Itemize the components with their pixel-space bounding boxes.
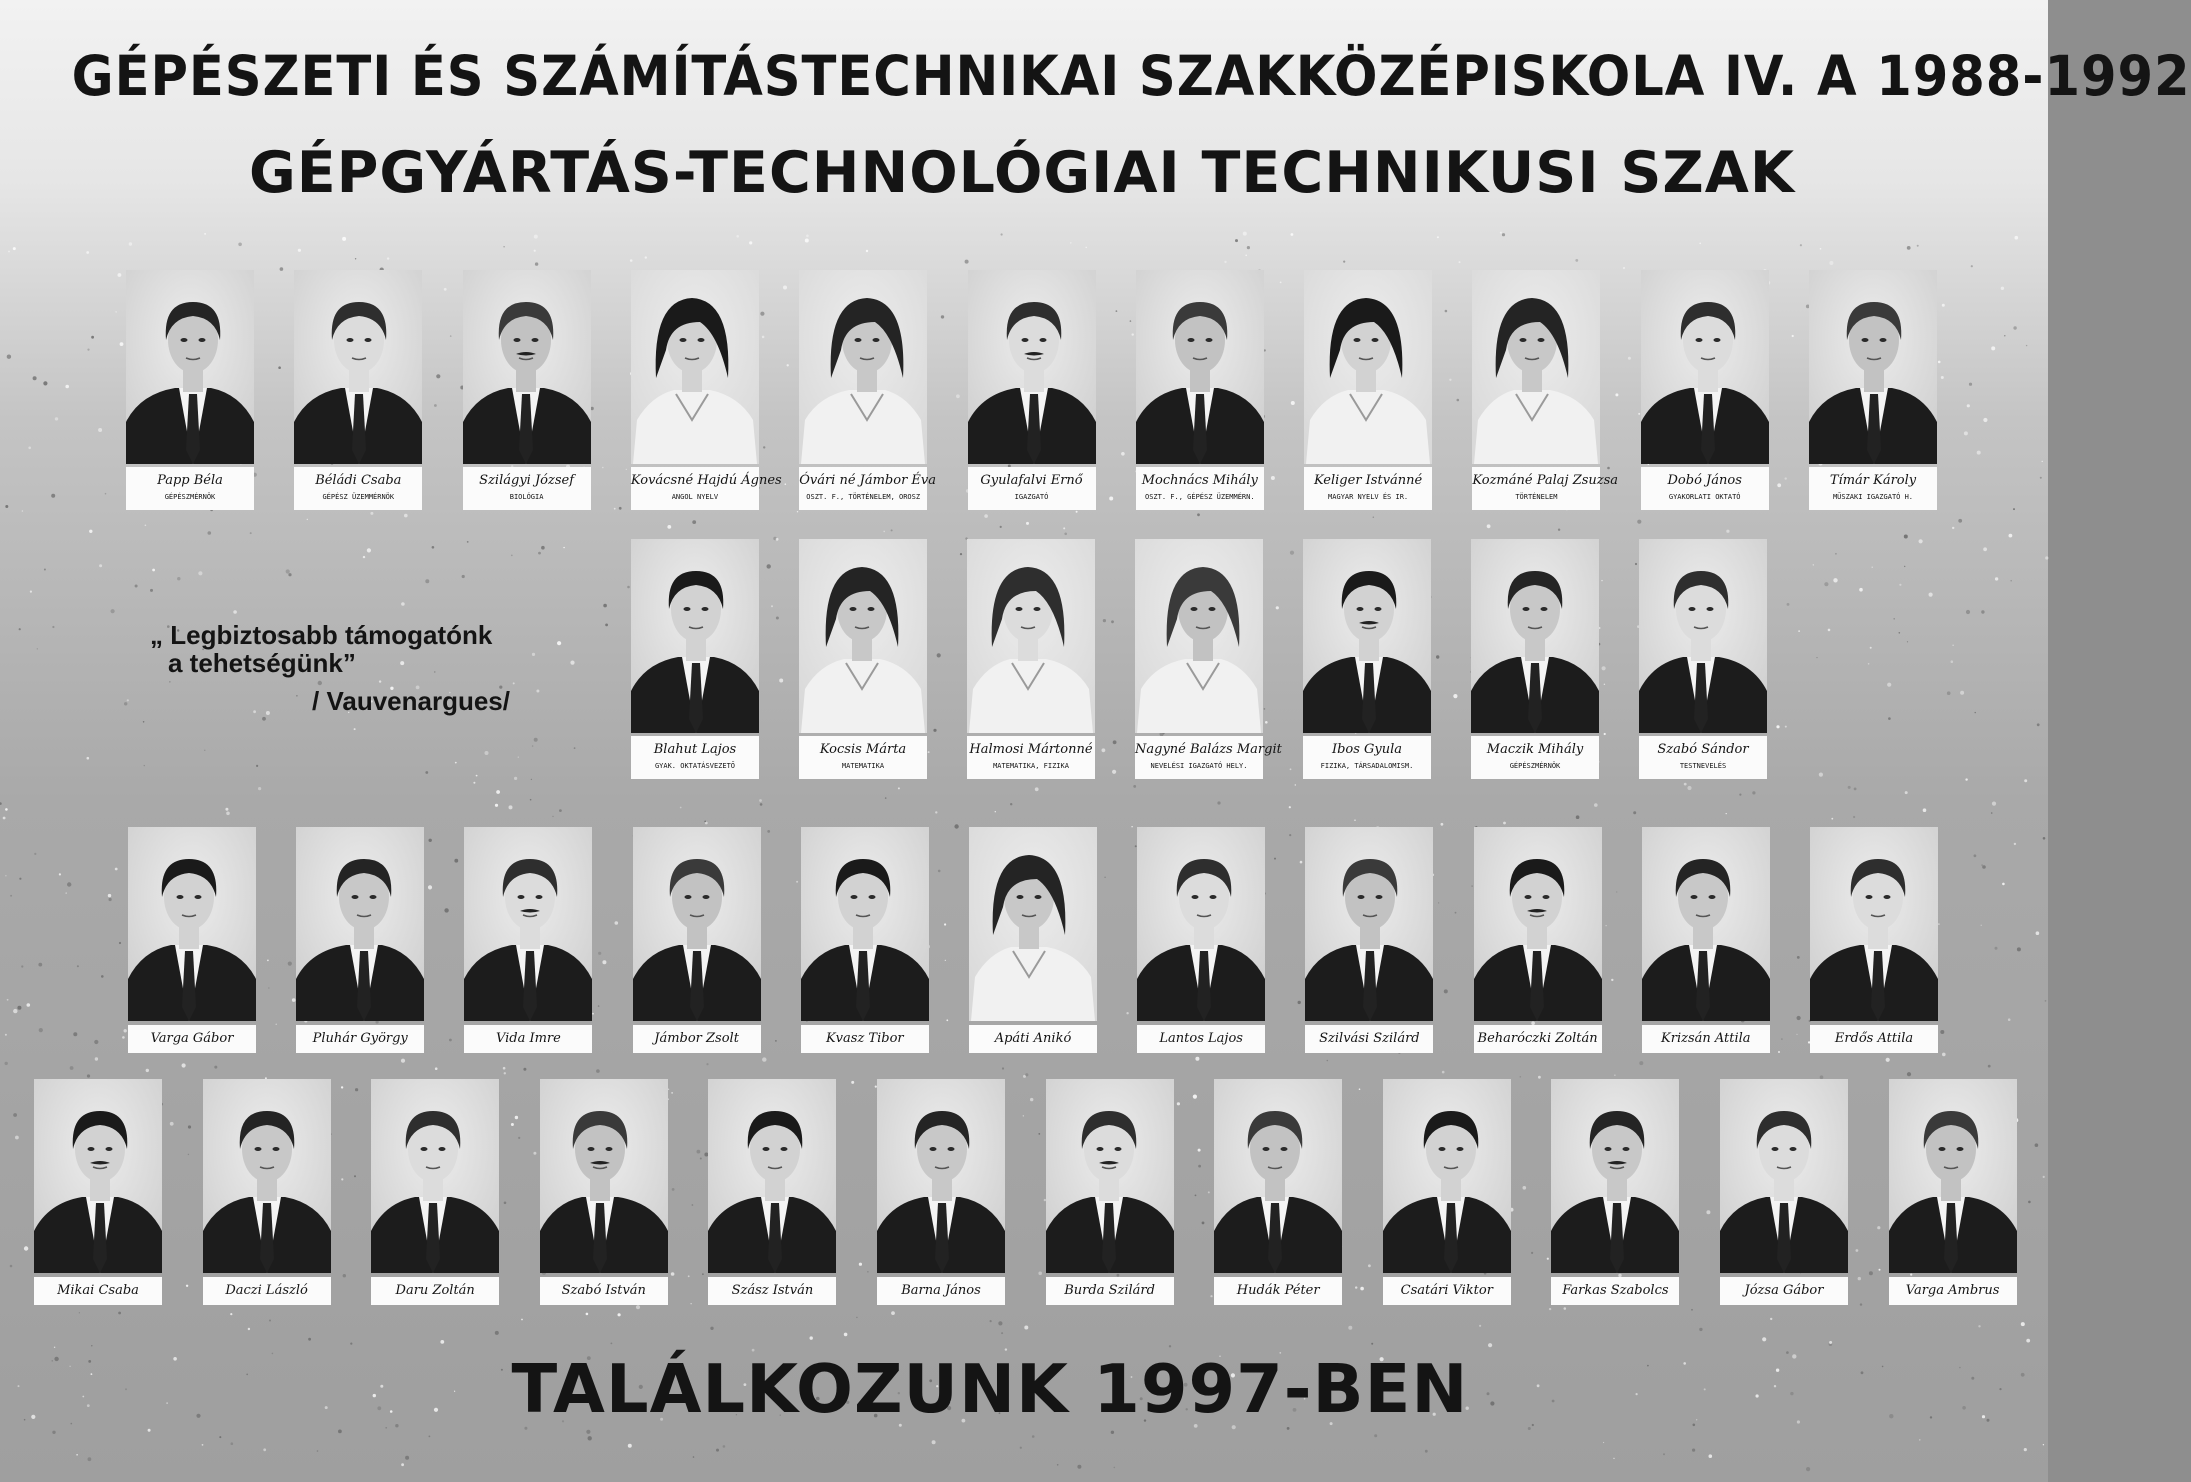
teacher-portrait bbox=[968, 270, 1096, 464]
name-label bbox=[708, 1277, 836, 1305]
teacher-portrait bbox=[631, 270, 759, 464]
name-label bbox=[1551, 1277, 1679, 1305]
school-title: GÉPÉSZETI ÉS SZÁMÍTÁSTECHNIKAI SZAKKÖZÉPISKOLA IV. A 1988-1992 bbox=[71, 44, 2191, 108]
person-subject: MŰSZAKI IGAZGATÓ H. bbox=[1832, 493, 1914, 501]
name-label bbox=[464, 1025, 592, 1053]
person-subject: NEVELÉSI IGAZGATÓ HELY. bbox=[1150, 762, 1248, 770]
person-name: Varga Ambrus bbox=[1905, 1283, 2000, 1298]
person-name: Óvári né Jámbor Éva bbox=[799, 473, 937, 488]
name-label bbox=[463, 467, 591, 510]
name-label bbox=[1304, 467, 1432, 510]
person-name: Barna János bbox=[901, 1283, 981, 1298]
person-subject: GÉPÉSZ ÜZEMMÉRNÖK bbox=[322, 493, 395, 501]
student-portrait bbox=[1551, 1079, 1679, 1273]
name-label bbox=[1046, 1277, 1174, 1305]
student-portrait bbox=[1720, 1079, 1848, 1273]
person-subject: BIOLÓGIA bbox=[509, 493, 544, 501]
person-name: Gyulafalvi Ernő bbox=[980, 473, 1083, 488]
person-name: Csatári Viktor bbox=[1400, 1283, 1493, 1298]
teacher-portrait bbox=[631, 539, 759, 733]
person-name: Farkas Szabolcs bbox=[1562, 1283, 1669, 1298]
person-name: Pluhár György bbox=[312, 1031, 408, 1046]
name-label bbox=[34, 1277, 162, 1305]
student-portrait bbox=[128, 827, 256, 1021]
name-label bbox=[1471, 736, 1599, 779]
name-label bbox=[967, 736, 1095, 779]
teacher-portrait bbox=[799, 539, 927, 733]
motto-author: / Vauvenargues/ bbox=[312, 686, 510, 716]
person-name: Keliger Istvánné bbox=[1313, 473, 1423, 488]
name-label bbox=[799, 736, 927, 779]
person-name: Varga Gábor bbox=[150, 1031, 234, 1046]
person-name: Kozmáné Palaj Zsuzsa bbox=[1472, 473, 1619, 488]
teacher-portrait bbox=[463, 270, 591, 464]
student-portrait bbox=[1214, 1079, 1342, 1273]
teacher-portrait bbox=[967, 539, 1095, 733]
student-portrait bbox=[371, 1079, 499, 1273]
course-title: GÉPGYÁRTÁS-TECHNOLÓGIAI TECHNIKUSI SZAK bbox=[248, 140, 1796, 206]
name-label bbox=[801, 1025, 929, 1053]
person-name: Blahut Lajos bbox=[653, 742, 737, 757]
person-name: Mochnács Mihály bbox=[1141, 473, 1258, 488]
person-name: Daczi László bbox=[225, 1283, 308, 1298]
person-name: Lantos Lajos bbox=[1159, 1031, 1243, 1046]
name-label bbox=[1383, 1277, 1511, 1305]
student-portrait bbox=[1383, 1079, 1511, 1273]
student-portrait bbox=[1474, 827, 1602, 1021]
name-label bbox=[1137, 1025, 1265, 1053]
name-label bbox=[1472, 467, 1619, 510]
person-name: Szilvási Szilárd bbox=[1319, 1031, 1420, 1046]
person-subject: MATEMATIKA bbox=[841, 762, 885, 770]
person-name: Nagyné Balázs Margit bbox=[1135, 742, 1282, 757]
person-name: Béládi Csaba bbox=[315, 473, 402, 488]
name-label bbox=[1214, 1277, 1342, 1305]
person-subject: OSZT. F., GÉPÉSZ ÜZEMMÉRN. bbox=[1145, 493, 1255, 501]
teacher-portrait bbox=[1135, 539, 1263, 733]
teacher-portrait bbox=[1639, 539, 1767, 733]
name-label bbox=[1810, 1025, 1938, 1053]
student-portrait bbox=[801, 827, 929, 1021]
teacher-portrait bbox=[799, 270, 927, 464]
person-name: Szász István bbox=[731, 1283, 814, 1298]
student-portrait bbox=[633, 827, 761, 1021]
person-subject: MAGYAR NYELV ÉS IR. bbox=[1328, 493, 1409, 501]
name-label bbox=[633, 1025, 761, 1053]
person-name: Kovácsné Hajdú Ágnes bbox=[630, 473, 782, 488]
person-subject: GYAKORLATI OKTATÓ bbox=[1668, 493, 1741, 501]
name-label bbox=[1135, 736, 1282, 779]
student-portrait bbox=[1810, 827, 1938, 1021]
person-name: Burda Szilárd bbox=[1064, 1283, 1155, 1298]
person-name: Beharóczki Zoltán bbox=[1477, 1031, 1598, 1046]
student-portrait bbox=[1642, 827, 1770, 1021]
person-name: Józsa Gábor bbox=[1744, 1283, 1824, 1298]
name-label bbox=[969, 1025, 1097, 1053]
name-label bbox=[1474, 1025, 1602, 1053]
student-portrait bbox=[203, 1079, 331, 1273]
name-label bbox=[1642, 1025, 1770, 1053]
name-label bbox=[1136, 467, 1264, 510]
person-name: Kvasz Tibor bbox=[825, 1031, 904, 1046]
name-label bbox=[799, 467, 937, 510]
person-subject: TESTNEVELÉS bbox=[1679, 762, 1727, 770]
person-name: Jámbor Zsolt bbox=[654, 1031, 739, 1046]
motto-line-1: „ Legbiztosabb támogatónk bbox=[150, 620, 493, 650]
teacher-portrait bbox=[1471, 539, 1599, 733]
name-label bbox=[1889, 1277, 2017, 1305]
teacher-portrait bbox=[1136, 270, 1264, 464]
student-portrait bbox=[1137, 827, 1265, 1021]
person-name: Apáti Anikó bbox=[994, 1031, 1072, 1046]
person-name: Szilágyi József bbox=[479, 473, 575, 488]
person-name: Hudák Péter bbox=[1236, 1283, 1320, 1298]
name-label bbox=[1641, 467, 1769, 510]
person-subject: MATEMATIKA, FIZIKA bbox=[993, 762, 1069, 770]
person-subject: ANGOL NYELV bbox=[671, 493, 719, 501]
teacher-portrait bbox=[1809, 270, 1937, 464]
person-name: Maczik Mihály bbox=[1486, 742, 1584, 757]
student-portrait bbox=[1046, 1079, 1174, 1273]
student-portrait bbox=[969, 827, 1097, 1021]
name-label bbox=[1720, 1277, 1848, 1305]
person-name: Tímár Károly bbox=[1829, 473, 1917, 488]
name-label bbox=[371, 1277, 499, 1305]
name-label bbox=[877, 1277, 1005, 1305]
name-label bbox=[1303, 736, 1431, 779]
student-portrait bbox=[540, 1079, 668, 1273]
person-name: Ibos Gyula bbox=[1331, 742, 1403, 757]
name-label bbox=[1305, 1025, 1433, 1053]
name-label bbox=[296, 1025, 424, 1053]
name-label bbox=[630, 467, 782, 510]
student-portrait bbox=[296, 827, 424, 1021]
student-portrait bbox=[708, 1079, 836, 1273]
person-name: Papp Béla bbox=[157, 473, 223, 488]
person-subject: GYAK. OKTATÁSVEZETŐ bbox=[654, 762, 736, 770]
name-label bbox=[1639, 736, 1767, 779]
reunion-caption: TALÁLKOZUNK 1997-BEN bbox=[511, 1350, 1469, 1428]
person-subject: TÖRTÉNELEM bbox=[1515, 493, 1558, 501]
person-name: Vida Imre bbox=[495, 1031, 561, 1046]
teacher-portrait bbox=[1641, 270, 1769, 464]
student-portrait bbox=[1889, 1079, 2017, 1273]
teacher-portrait bbox=[1472, 270, 1600, 464]
person-name: Dobó János bbox=[1667, 473, 1742, 488]
person-name: Kocsis Márta bbox=[819, 742, 907, 757]
student-portrait bbox=[34, 1079, 162, 1273]
name-label bbox=[1809, 467, 1937, 510]
person-subject: IGAZGATÓ bbox=[1014, 493, 1049, 501]
person-name: Erdős Attila bbox=[1834, 1031, 1914, 1046]
name-label bbox=[294, 467, 422, 510]
name-label bbox=[128, 1025, 256, 1053]
name-label bbox=[968, 467, 1096, 510]
person-subject: GÉPÉSZMÉRNÖK bbox=[164, 493, 216, 501]
teacher-portrait bbox=[294, 270, 422, 464]
person-name: Szabó Sándor bbox=[1657, 742, 1749, 757]
person-name: Mikai Csaba bbox=[57, 1283, 139, 1298]
person-name: Szabó István bbox=[561, 1283, 646, 1298]
person-name: Halmosi Mártonné bbox=[969, 742, 1093, 757]
teacher-portrait bbox=[1303, 539, 1431, 733]
person-name: Daru Zoltán bbox=[395, 1283, 475, 1298]
person-subject: GÉPÉSZMÉRNÖK bbox=[1509, 762, 1561, 770]
motto-line-2: a tehetségünk” bbox=[168, 648, 356, 678]
name-label bbox=[540, 1277, 668, 1305]
teacher-portrait bbox=[126, 270, 254, 464]
teacher-portrait bbox=[1304, 270, 1432, 464]
person-name: Krizsán Attila bbox=[1661, 1031, 1751, 1046]
name-label bbox=[203, 1277, 331, 1305]
person-subject: FIZIKA, TÁRSADALOMISM. bbox=[1320, 762, 1414, 770]
person-subject: OSZT. F., TÖRTÉNELEM, OROSZ bbox=[806, 493, 921, 501]
student-portrait bbox=[877, 1079, 1005, 1273]
student-portrait bbox=[1305, 827, 1433, 1021]
name-label bbox=[126, 467, 254, 510]
name-label bbox=[631, 736, 759, 779]
student-portrait bbox=[464, 827, 592, 1021]
